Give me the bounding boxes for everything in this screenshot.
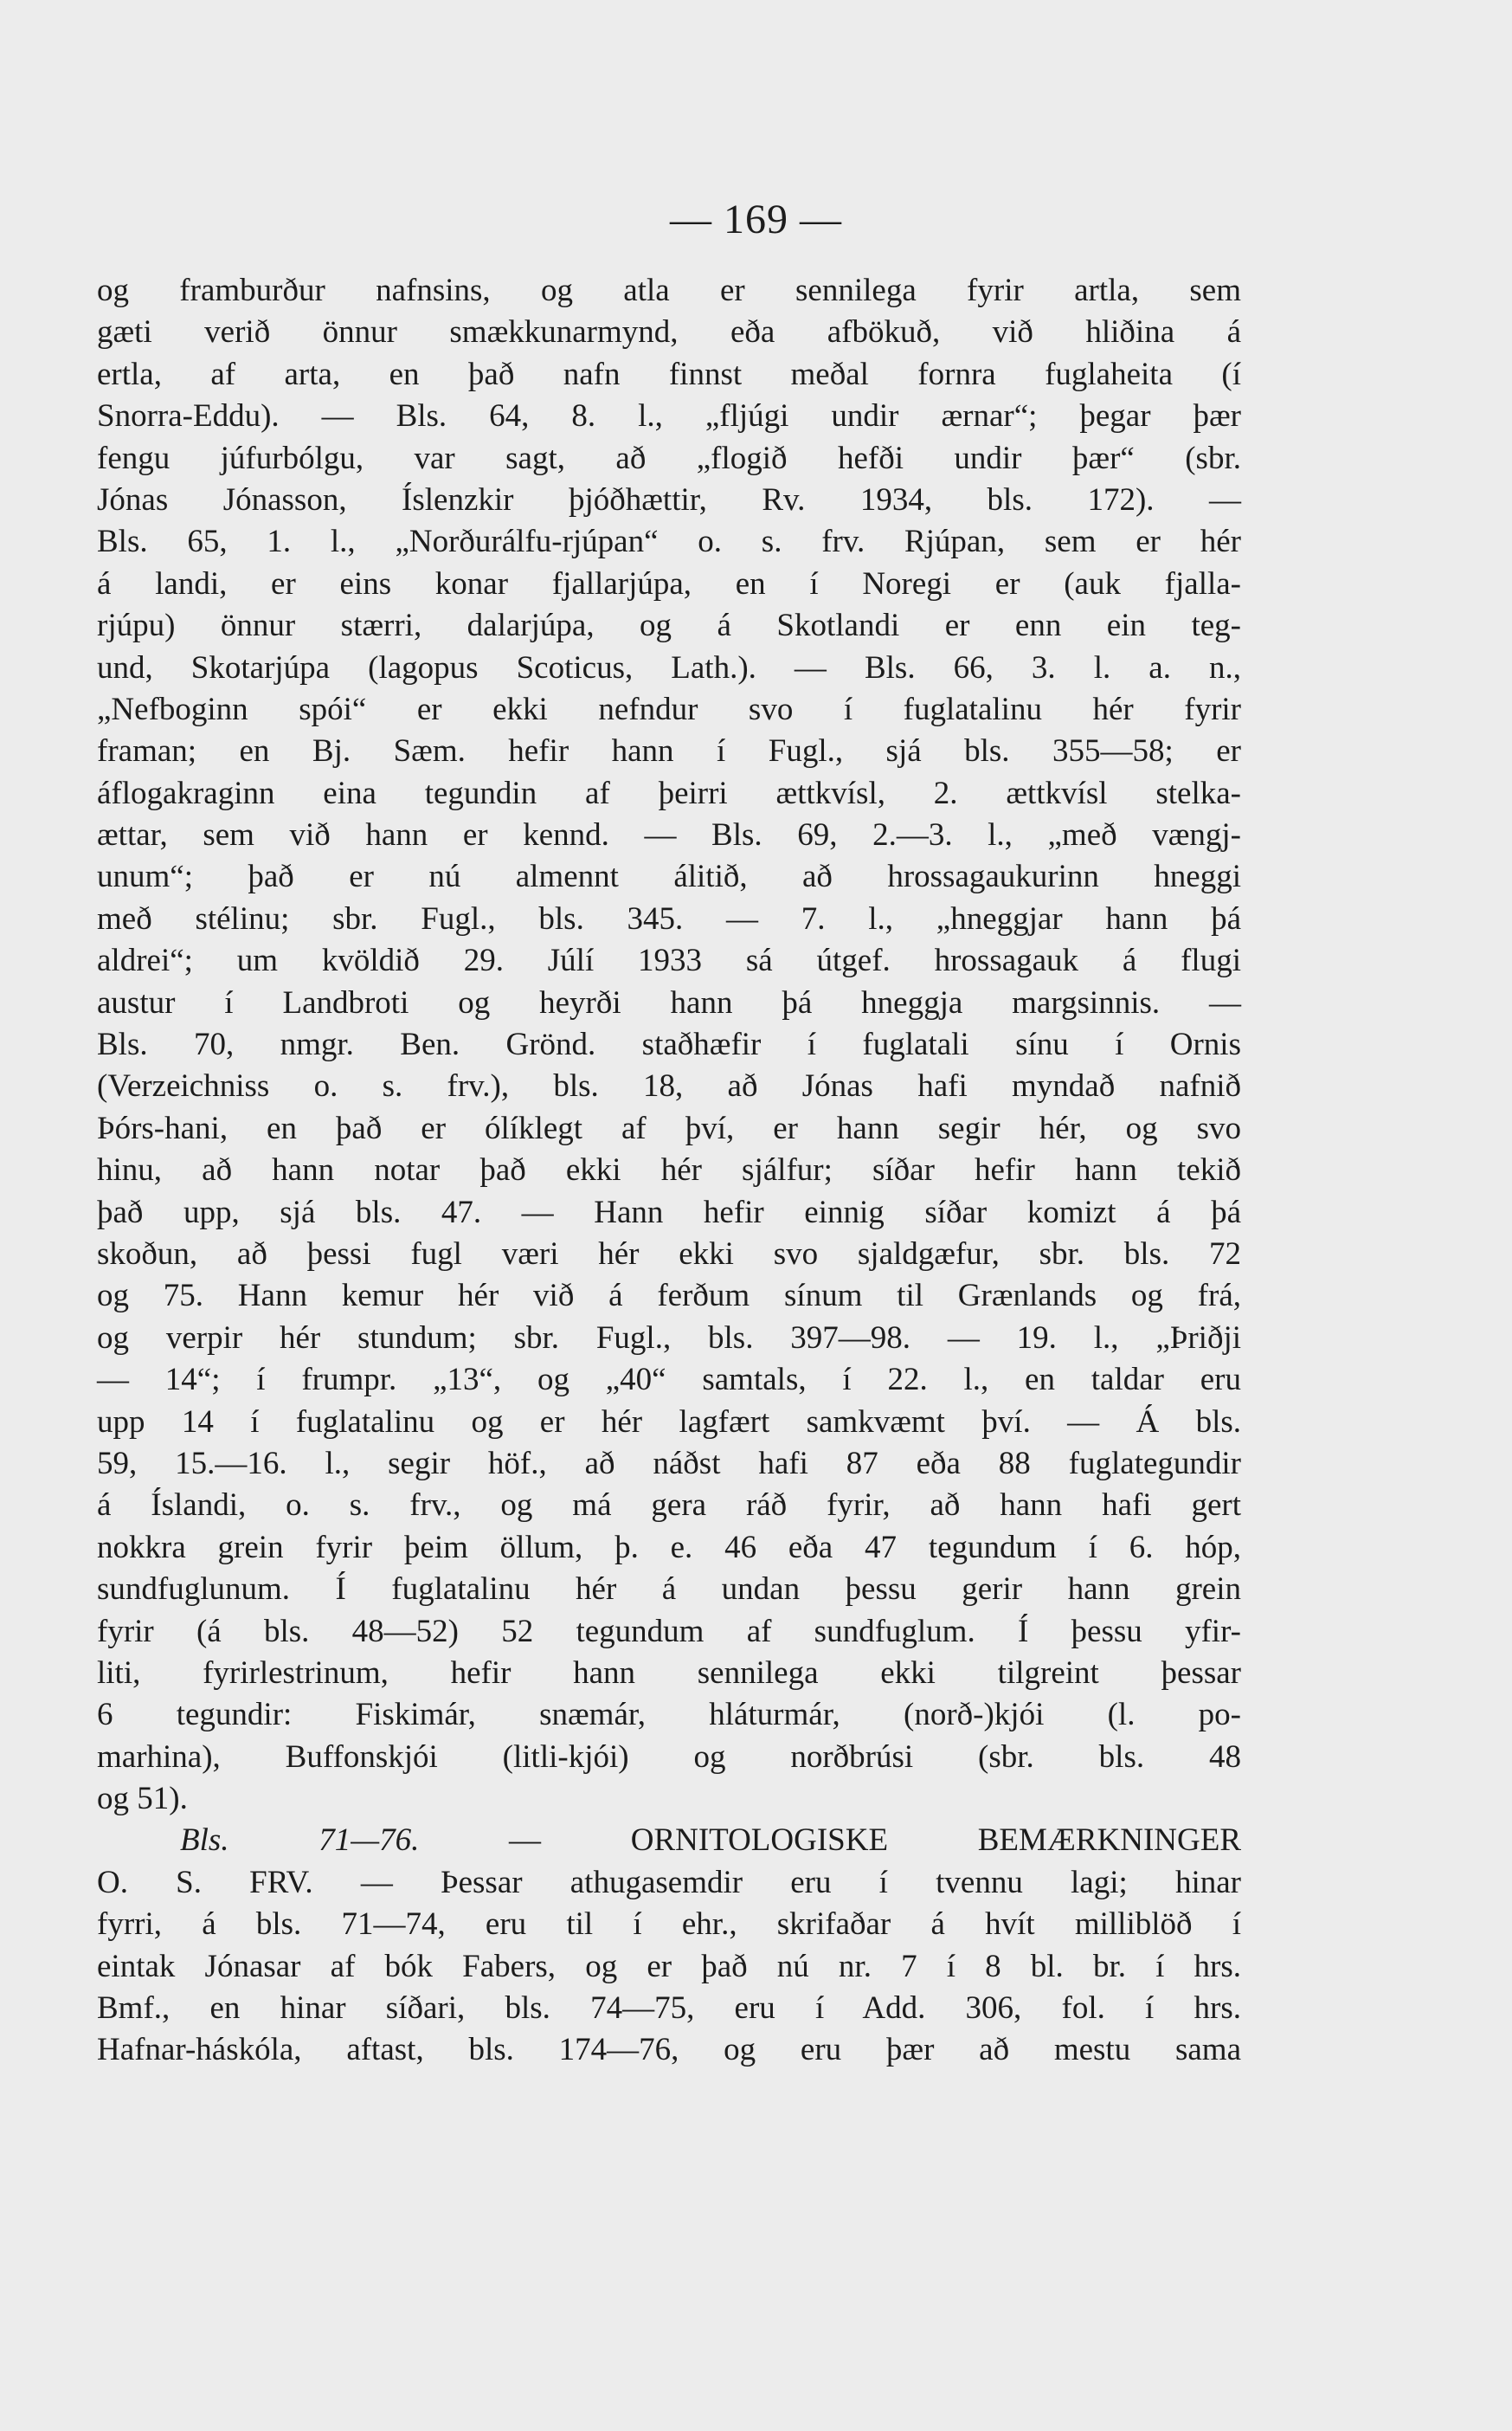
text-line: ertla, af arta, en það nafn finnst meðal fornra fuglaheita (í: [97, 356, 1241, 392]
text-line: ættar, sem við hann er kennd. — Bls. 69, 2.—3. l., „með vængj-: [97, 817, 1241, 854]
text-line: sundfuglunum. Í fuglatalinu hér á undan þessu gerir hann grein: [97, 1571, 1241, 1608]
text-line: austur í Landbroti og heyrði hann þá hneggja margsinnis. —: [97, 984, 1241, 1021]
text-line: O. S. FRV. — Þessar athugasemdir eru í tvennu lagi; hinar: [97, 1864, 1241, 1900]
text-line: og framburður nafnsins, og atla er sennilega fyrir artla, sem: [97, 273, 1241, 308]
text-line: hinu, að hann notar það ekki hér sjálfur; síðar hefir hann tekið: [97, 1152, 1241, 1189]
text-line: 6 tegundir: Fiskimár, snæmár, hláturmár, (norð-)kjói (l. po-: [97, 1697, 1241, 1733]
text-line: það upp, sjá bls. 47. — Hann hefir einnig síðar komizt á þá: [97, 1194, 1241, 1230]
text-line: unum“; það er nú almennt álitið, að hrossagaukurinn hneggi: [97, 859, 1241, 895]
text-line: nokkra grein fyrir þeim öllum, þ. e. 46 eða 47 tegundum í 6. hóp,: [97, 1529, 1241, 1565]
text-line: rjúpu) önnur stærri, dalarjúpa, og á Skotlandi er enn ein teg-: [97, 608, 1241, 644]
text-line: Bls. 65, 1. l., „Norðurálfu-rjúpan“ o. s. frv. Rjúpan, sem er hér: [97, 524, 1241, 560]
text-line: „Nefboginn spói“ er ekki nefndur svo í fuglatalinu hér fyrir: [97, 691, 1241, 727]
text-line: fengu júfurbólgu, var sagt, að „flogið hefði undir þær“ (sbr.: [97, 440, 1241, 476]
text-line: Þórs-hani, en það er ólíklegt af því, er hann segir hér, og svo: [97, 1110, 1241, 1146]
text-line: framan; en Bj. Sæm. hefir hann í Fugl., sjá bls. 355—58; er: [97, 733, 1241, 770]
text-line: og 75. Hann kemur hér við á ferðum sínum til Grænlands og frá,: [97, 1278, 1241, 1314]
section-page-ref: Bls. 71—76.: [180, 1822, 420, 1859]
text-line: und, Skotarjúpa (lagopus Scoticus, Lath.). — Bls. 66, 3. l. a. n.,: [97, 649, 1241, 686]
text-line: fyrir (á bls. 48—52) 52 tegundum af sundfuglum. Í þessu yfir-: [97, 1613, 1241, 1649]
text-line: á Íslandi, o. s. frv., og má gera ráð fyrir, að hann hafi gert: [97, 1487, 1241, 1524]
text-line: gæti verið önnur smækkunarmynd, eða afbökuð, við hliðina á: [97, 314, 1241, 351]
text-line: (Verzeichniss o. s. frv.), bls. 18, að Jónas hafi myndað nafnið: [97, 1068, 1241, 1105]
text-line: skoðun, að þessi fugl væri hér ekki svo sjaldgæfur, sbr. bls. 72: [97, 1235, 1241, 1272]
text-line: Snorra-Eddu). — Bls. 64, 8. l., „fljúgi undir ærnar“; þegar þær: [97, 398, 1241, 435]
text-line: Hafnar-háskóla, aftast, bls. 174—76, og eru þær að mestu sama: [97, 2032, 1241, 2068]
text-line: fyrri, á bls. 71—74, eru til í ehr., skrifaðar á hvít milliblöð í: [97, 1906, 1241, 1943]
text-line: 59, 15.—16. l., segir höf., að náðst hafi 87 eða 88 fuglategundir: [97, 1445, 1241, 1481]
text-line: Bls. 70, nmgr. Ben. Grönd. staðhæfir í fuglatali sínu í Ornis: [97, 1027, 1241, 1063]
section-title: — ORNITOLOGISKE BEMÆRKNINGER: [419, 1822, 1241, 1859]
page-number-header: — 169 —: [670, 197, 842, 242]
section-heading-line: [97, 1820, 1241, 1861]
text-line: upp 14 í fuglatalinu og er hér lagfært samkvæmt því. — Á bls.: [97, 1403, 1241, 1440]
text-line: — 14“; í frumpr. „13“, og „40“ samtals, í 22. l., en taldar eru: [97, 1362, 1241, 1398]
text-line: með stélinu; sbr. Fugl., bls. 345. — 7. l., „hneggjar hann þá: [97, 900, 1241, 937]
text-line: eintak Jónasar af bók Fabers, og er það nú nr. 7 í 8 bl. br. í hrs.: [97, 1948, 1241, 1984]
text-line: áflogakraginn eina tegundin af þeirri ættkvísl, 2. ættkvísl stelka-: [97, 775, 1241, 811]
text-line: marhina), Buffonskjói (litli-kjói) og norðbrúsi (sbr. bls. 48: [97, 1738, 1241, 1775]
text-line: á landi, er eins konar fjallarjúpa, en í Noregi er (auk fjalla-: [97, 565, 1241, 602]
text-line: og verpir hér stundum; sbr. Fugl., bls. 397—98. — 19. l., „Þriðji: [97, 1319, 1241, 1356]
text-line: og 51).: [97, 1781, 188, 1817]
body-text: [97, 270, 1241, 2072]
text-line: liti, fyrirlestrinum, hefir hann sennilega ekki tilgreint þessar: [97, 1654, 1241, 1691]
text-line: Jónas Jónasson, Íslenzkir þjóðhættir, Rv. 1934, bls. 172). —: [97, 481, 1241, 518]
text-line: Bmf., en hinar síðari, bls. 74—75, eru í Add. 306, fol. í hrs.: [97, 1990, 1241, 2027]
text-line: aldrei“; um kvöldið 29. Júlí 1933 sá útgef. hrossagauk á flugi: [97, 943, 1241, 979]
